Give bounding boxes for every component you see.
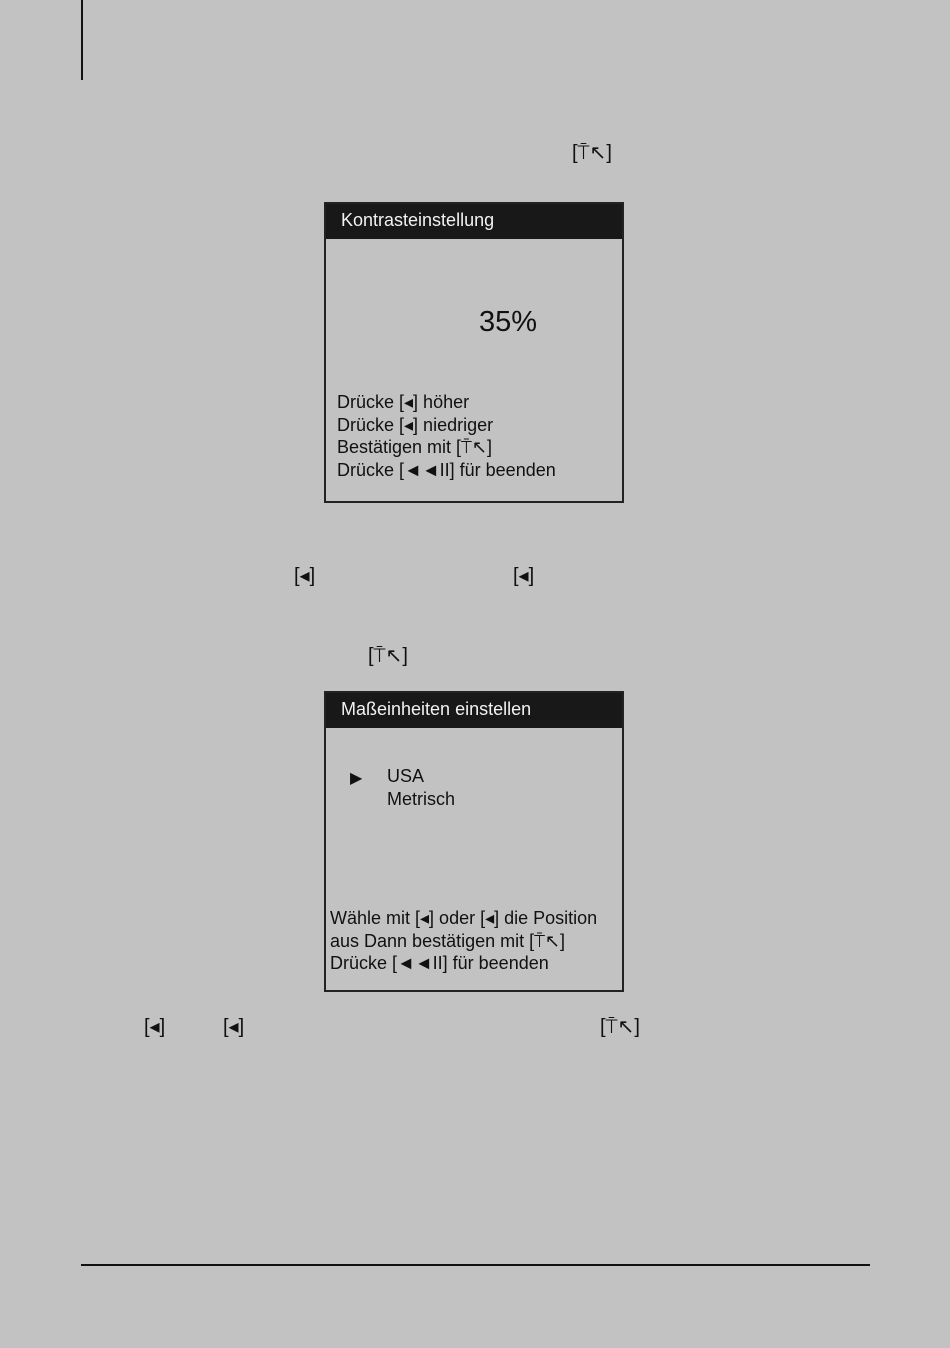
unit-options <box>387 765 455 810</box>
ok-key-icon: [⍑↖] <box>572 142 612 164</box>
ok-key-icon: [⍑↖] <box>368 645 408 667</box>
instruction-list <box>337 391 556 481</box>
units-screen <box>324 691 624 992</box>
option-metric[interactable]: Metrisch <box>387 788 456 809</box>
arrow-key-icon: [◂] <box>513 565 535 587</box>
instruction-line: aus Dann bestätigen mit [⍑↖] <box>330 930 566 951</box>
instruction-list <box>330 907 597 975</box>
arrow-key-icon: [◂] <box>144 1016 166 1038</box>
arrow-key-icon: [◂] <box>223 1016 245 1038</box>
contrast-value: 35% <box>478 306 538 338</box>
instruction-line: Drücke [◄◄II] für beenden <box>337 459 556 480</box>
option-usa[interactable]: USA <box>387 766 425 786</box>
screen-title: Maßeinheiten einstellen <box>326 693 622 728</box>
ok-key-icon: [⍑↖] <box>600 1016 640 1038</box>
arrow-key-icon: [◂] <box>294 565 316 587</box>
instruction-line: Drücke [◂] niedriger <box>337 414 494 435</box>
screen-title: Kontrasteinstellung <box>326 204 622 239</box>
footer-rule <box>81 1264 870 1266</box>
left-margin-rule <box>81 0 83 80</box>
instruction-line: Bestätigen mit [⍑↖] <box>337 437 492 457</box>
instruction-line: Wähle mit [◂] oder [◂] die Position <box>330 908 598 928</box>
contrast-screen <box>324 202 624 503</box>
instruction-line: Drücke [◄◄II] für beenden <box>330 953 549 973</box>
selection-arrow-icon: ▶ <box>350 770 363 787</box>
instruction-line: Drücke [◂] höher <box>337 392 470 412</box>
